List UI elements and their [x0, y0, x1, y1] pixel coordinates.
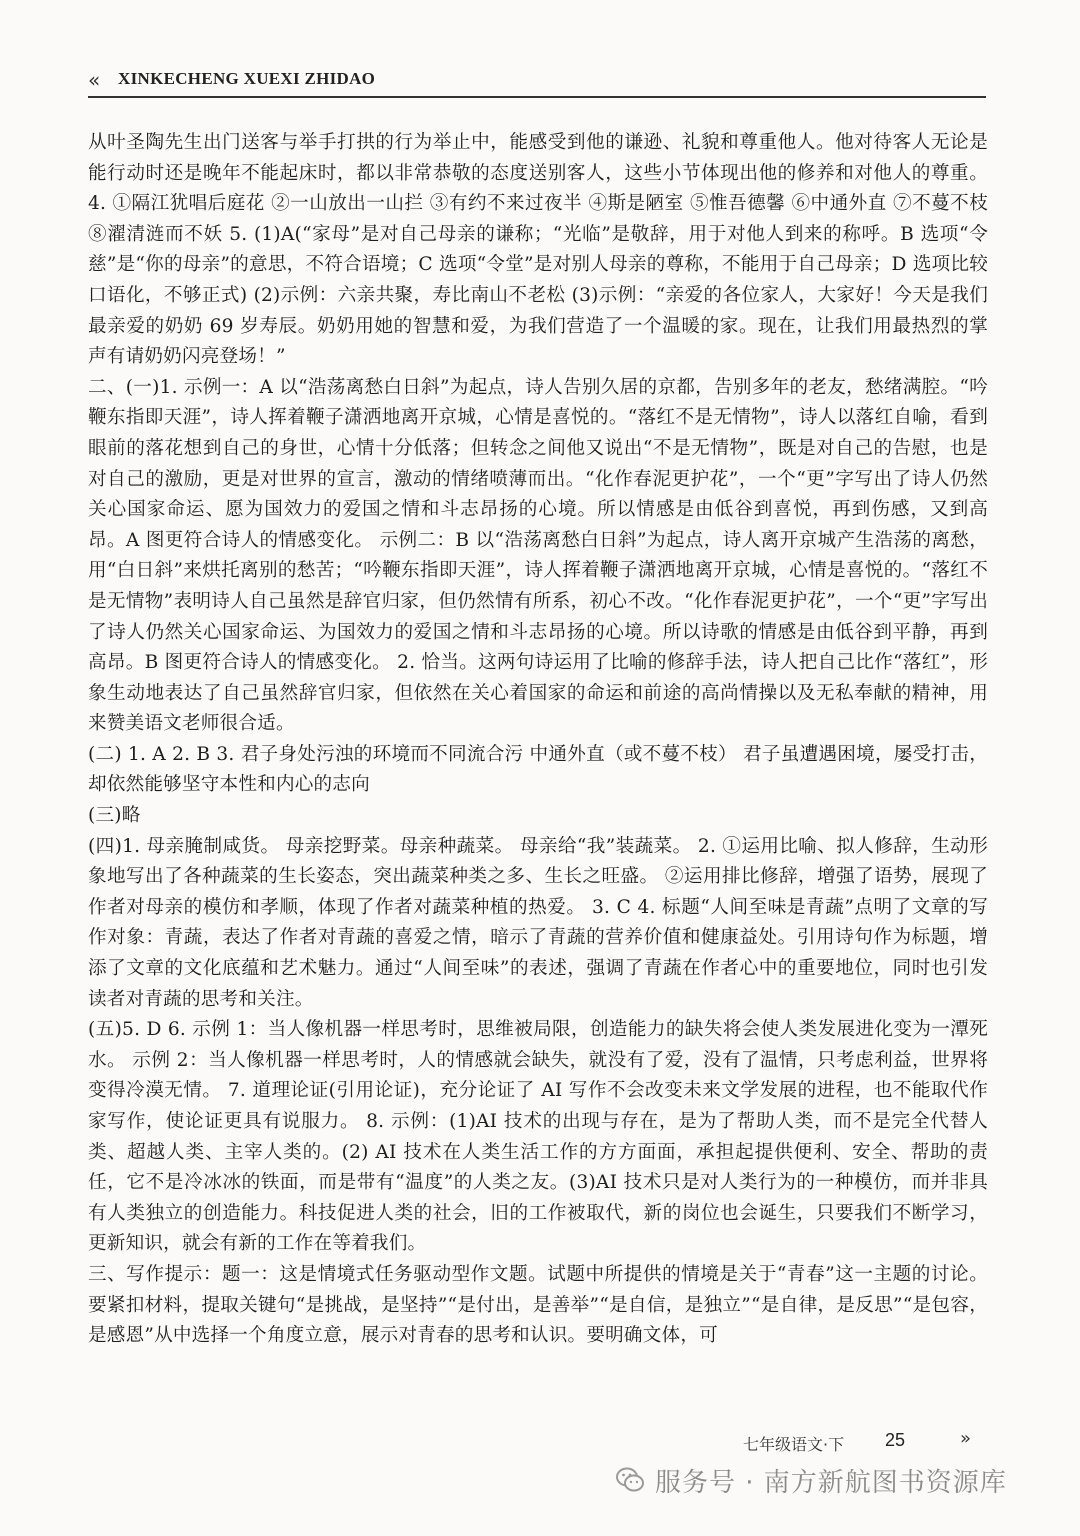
paragraph-7: 三、写作提示：题一：这是情境式任务驱动型作文题。试题中所提供的情境是关于“青春”这一主题的讨论。要紧扣材料，提取关键句“是挑战，是坚持”“是付出，是善举”“是自信，是独立”“是自律，是反思”“是包容，是感恩”从中选择一个角度立意，展示对青春的思考和认识。要明确文体，可	[88, 1263, 988, 1347]
header-rule	[88, 96, 986, 98]
paragraph-6: (五)5. D 6. 示例 1：当人像机器一样思考时，思维被局限，创造能力的缺失将会使人类发展进化变为一潭死水。 示例 2：当人像机器一样思考时，人的情感就会缺失，就没有了爱，没有了温情，只考虑利益，世界将变得冷漠无情。 7. 道理论证(引用论证)，充分论证了 AI 写作不会改变未来文学发展的进程，也不能取代作家写作，使论证更具有说服力。 8. 示例：(1)AI 技术的出现与存在，是为了帮助人类，而不是完全代替人类、超越人类、主宰人类的。(2) AI 技术在人类生活工作的方方面面，承担起提供便利、安全、帮助的责任，它不是冷冰冰的铁面，而是带有“温度”的人类之友。(3)AI 技术只是对人类行为的一种模仿，而并非具有人类独立的创造能力。科技促进人类的社会，旧的工作被取代，新的岗位也会诞生，只要我们不断学习，更新知识，就会有新的工作在等着我们。	[88, 1019, 988, 1255]
paragraph-3: (二) 1. A 2. B 3. 君子身处污浊的环境而不同流合污 中通外直（或不蔓不枝） 君子虽遭遇困境，屡受打击，却依然能够坚守本性和内心的志向	[88, 743, 988, 796]
footer-arrows-icon: »	[960, 1428, 972, 1449]
watermark	[615, 1460, 1007, 1500]
header-arrows-icon: «	[88, 68, 101, 92]
paragraph-5: (四)1. 母亲腌制咸货。 母亲挖野菜。母亲种蔬菜。 母亲给“我”装蔬菜。 2. ①运用比喻、拟人修辞，生动形象地写出了各种蔬菜的生长姿态，突出蔬菜种类之多、生长之旺盛。 ②运用排比修辞，增强了语势，展现了作者对母亲的模仿和孝顺，体现了作者对蔬菜种植的热爱。 3. C 4. 标题“人间至味是青蔬”点明了文章的写作对象：青蔬，表达了作者对青蔬的喜爱之情，暗示了青蔬的营养价值和健康益处。引用诗句作为标题，增添了文章的文化底蕴和艺术魅力。通过“人间至味”的表述，强调了青蔬在作者心中的重要地位，同时也引发读者对青蔬的思考和关注。	[88, 835, 988, 1010]
answer-text-body	[88, 128, 988, 1352]
watermark-text: 服务号 · 南方新航图书资源库	[655, 1467, 1007, 1498]
running-header	[88, 66, 988, 106]
paragraph-2: 二、(一)1. 示例一：A 以“浩荡离愁白日斜”为起点，诗人告别久居的京都，告别多年的老友，愁绪满腔。“吟鞭东指即天涯”，诗人挥着鞭子潇洒地离开京城，心情是喜悦的。“落红不是无情物”，诗人以落红自喻，看到眼前的落花想到自己的身世，心情十分低落；但转念之间他又说出“不是无情物”，既是对自己的告慰，也是对自己的激励，更是对世界的宣言，激动的情绪喷薄而出。“化作春泥更护花”，一个“更”字写出了诗人仍然关心国家命运、愿为国效力的爱国之情和斗志昂扬的心境。所以情感是由低谷到喜悦，再到伤感，又到高昂。A 图更符合诗人的情感变化。 示例二：B 以“浩荡离愁白日斜”为起点，诗人离开京城产生浩荡的离愁，用“白日斜”来烘托离别的愁苦；“吟鞭东指即天涯”，诗人挥着鞭子潇洒地离开京城，心情是喜悦的。“落红不是无情物”表明诗人自己虽然是辞官归家，但仍然情有所系，初心不改。“化作春泥更护花”，一个“更”字写出了诗人仍然关心国家命运、为国效力的爱国之情和斗志昂扬的心境。所以诗歌的情感是由低谷到平静，再到高昂。B 图更符合诗人的情感变化。 2. 恰当。这两句诗运用了比喻的修辞手法，诗人把自己比作“落红”，形象生动地表达了自己虽然辞官归家，但依然在关心着国家的命运和前途的高尚情操以及无私奉献的精神，用来赞美语文老师很合适。	[88, 376, 988, 735]
paragraph-4: (三)略	[88, 805, 141, 827]
paragraph-1: 从叶圣陶先生出门送客与举手打拱的行为举止中，能感受到他的谦逊、礼貌和尊重他人。他对待客人无论是能行动时还是晚年不能起床时，都以非常恭敬的态度送别客人，这些小节体现出他的修养和对他人的尊重。 4. ①隔江犹唱后庭花 ②一山放出一山拦 ③有约不来过夜半 ④斯是陋室 ⑤惟吾德馨 ⑥中通外直 ⑦不蔓不枝 ⑧濯清涟而不妖 5. (1)A(“家母”是对自己母亲的谦称；“光临”是敬辞，用于对他人到来的称呼。B 选项“令慈”是“你的母亲”的意思，不符合语境；C 选项“令堂”是对别人母亲的尊称，不能用于自己母亲；D 选项比较口语化，不够正式) (2)示例：六亲共聚，寿比南山不老松 (3)示例：“亲爱的各位家人，大家好！今天是我们最亲爱的奶奶 69 岁寿辰。奶奶用她的智慧和爱，为我们营造了一个温暖的家。现在，让我们用最热烈的掌声有请奶奶闪亮登场！”	[88, 132, 988, 368]
page-number: 25	[885, 1430, 906, 1450]
footer-grade-label: 七年级语文·下	[743, 1435, 845, 1454]
wechat-icon	[615, 1465, 645, 1495]
header-title: XINKECHENG XUEXI ZHIDAO	[118, 69, 376, 88]
